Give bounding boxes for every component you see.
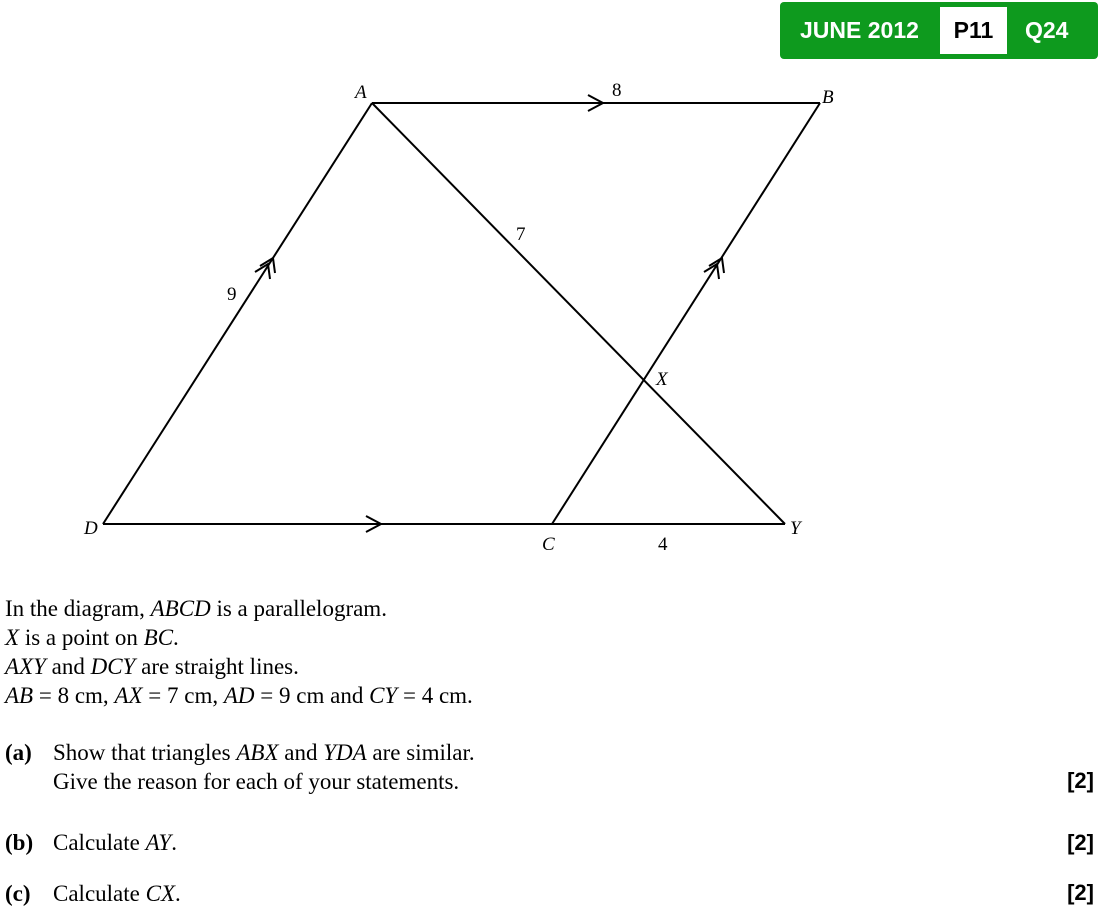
length-cy: 4 (658, 534, 668, 555)
line-cb (552, 103, 820, 524)
double-arrow-da (255, 264, 270, 279)
line-da (103, 103, 372, 524)
marks-a: [2] (1067, 768, 1094, 793)
line-ay (372, 103, 785, 524)
label-x: X (656, 369, 668, 390)
length-ab: 8 (612, 80, 622, 101)
label-c: C (542, 534, 555, 555)
stem-line-1: In the diagram, ABCD is a parallelogram. (5, 596, 387, 621)
double-arrow-cb (704, 264, 719, 279)
marks-b: [2] (1067, 830, 1094, 855)
part-b: (b) Calculate AY. (5, 830, 177, 855)
stem-line-3: AXY and DCY are straight lines. (5, 654, 299, 679)
label-y: Y (790, 518, 801, 539)
label-b: B (822, 87, 834, 108)
part-a: (a) Show that triangles ABX and YDA are similar. Give the reason for each of your statements. (5, 740, 475, 794)
badge-question: Q24 (1025, 17, 1069, 43)
badge-paper: P11 (940, 7, 1007, 54)
length-ad: 9 (227, 284, 237, 305)
label-d: D (84, 518, 98, 539)
label-a: A (355, 82, 367, 103)
part-c: (c) Calculate CX. (5, 881, 181, 906)
stem-line-4: AB = 8 cm, AX = 7 cm, AD = 9 cm and CY = 4 cm. (5, 683, 473, 708)
marks-c: [2] (1067, 880, 1094, 905)
question-stem (5, 594, 473, 710)
stem-line-2: X is a point on BC. (5, 625, 179, 650)
badge-session: JUNE 2012 (800, 17, 919, 43)
length-ax: 7 (516, 224, 526, 245)
